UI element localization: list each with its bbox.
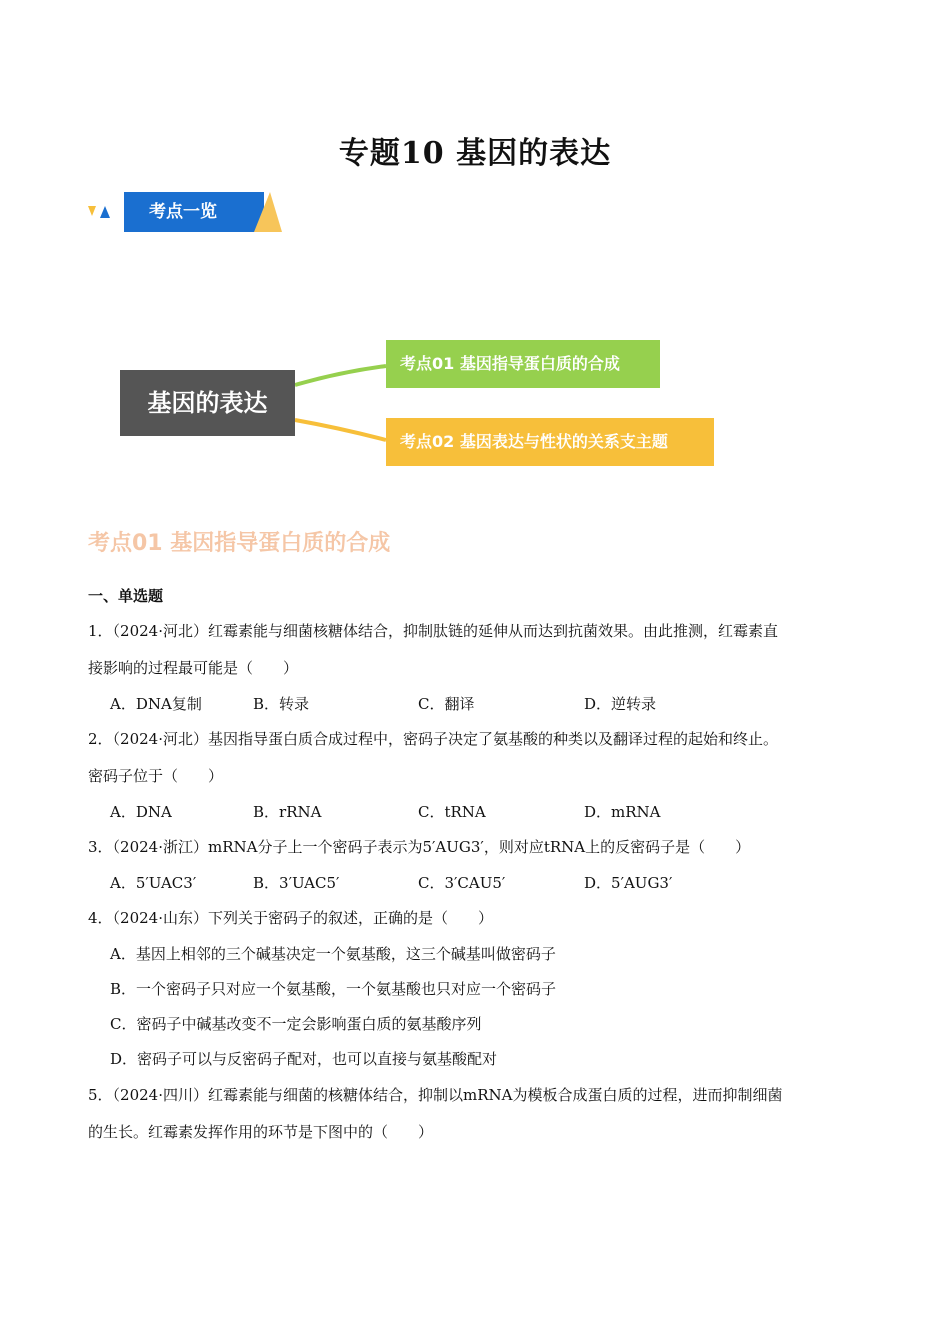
subsection-heading: 一、单选题 <box>88 587 164 605</box>
question-2-option-c: C．tRNA <box>418 803 486 821</box>
question-4-line-1: 4．（2024·山东）下列关于密码子的叙述，正确的是（ ） <box>88 909 493 927</box>
question-1-option-a: A．DNA复制 <box>110 695 202 713</box>
question-2-line-1: 2．（2024·河北）基因指导蛋白质合成过程中，密码子决定了氨基酸的种类以及翻译过程的起始和终止。 <box>88 730 778 748</box>
mindmap-center: 基因的表达 <box>120 370 295 436</box>
question-1-line-2: 接影响的过程最可能是（ ） <box>88 659 299 677</box>
question-1-option-d: D．逆转录 <box>584 695 657 713</box>
mindmap-node-2: 考点02 基因表达与性状的关系支主题 <box>386 418 714 466</box>
question-2-option-d: D．mRNA <box>584 803 661 821</box>
question-2-option-b: B．rRNA <box>253 803 322 821</box>
question-3-line-1: 3．（2024·浙江）mRNA分子上一个密码子表示为5′AUG3′，则对应tRNA上的反密码子是（ ） <box>88 838 751 856</box>
question-3-option-b: B．3′UAC5′ <box>253 874 340 892</box>
section-heading: 考点01 基因指导蛋白质的合成 <box>88 531 391 556</box>
question-1-option-b: B．转录 <box>253 695 310 713</box>
question-5-line-1: 5．（2024·四川）红霉素能与细菌的核糖体结合，抑制以mRNA为模板合成蛋白质的过程，进而抑制细菌 <box>88 1086 783 1104</box>
mindmap-node-1: 考点01 基因指导蛋白质的合成 <box>386 340 660 388</box>
question-5-line-2: 的生长。红霉素发挥作用的环节是下图中的（ ） <box>88 1123 434 1141</box>
question-1-option-c: C．翻译 <box>418 695 475 713</box>
question-1-line-1: 1．（2024·河北）红霉素能与细菌核糖体结合，抑制肽链的延伸从而达到抗菌效果。由此推测，红霉素直 <box>88 622 778 640</box>
section-banner: 考点一览 <box>124 192 264 232</box>
question-4-option-d: D．密码子可以与反密码子配对，也可以直接与氨基酸配对 <box>110 1050 498 1068</box>
mindmap-connectors <box>0 0 950 600</box>
question-2-line-2: 密码子位于（ ） <box>88 767 224 785</box>
question-3-option-c: C．3′CAU5′ <box>418 874 506 892</box>
question-4-option-c: C．密码子中碱基改变不一定会影响蛋白质的氨基酸序列 <box>110 1015 482 1033</box>
question-4-option-a: A．基因上相邻的三个碱基决定一个氨基酸，这三个碱基叫做密码子 <box>110 945 556 963</box>
question-3-option-d: D．5′AUG3′ <box>584 874 673 892</box>
question-3-option-a: A．5′UAC3′ <box>110 874 197 892</box>
question-2-option-a: A．DNA <box>110 803 172 821</box>
question-4-option-b: B．一个密码子只对应一个氨基酸，一个氨基酸也只对应一个密码子 <box>110 980 557 998</box>
page-title: 专题10 基因的表达 <box>338 136 612 171</box>
